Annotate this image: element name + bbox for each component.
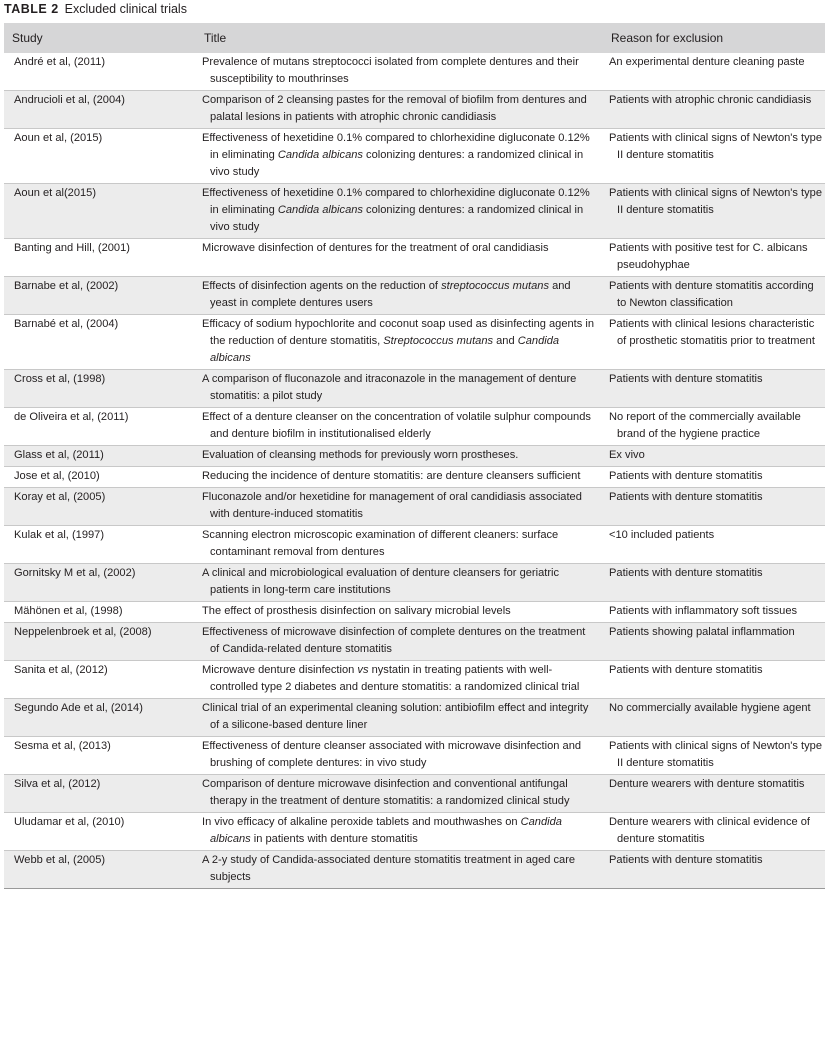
reason-text: Patients with positive test for C. albicans pseudohyphae: [609, 242, 808, 271]
table-row: [4, 813, 825, 851]
title-cell: [196, 467, 603, 488]
title-segment: In vivo efficacy of alkaline peroxide tablets and mouthwashes on: [202, 816, 521, 828]
title-segment: Scanning electron microscopic examination of different cleaners: surface contaminant removal from dentures: [202, 529, 559, 558]
title-text: [202, 662, 597, 696]
title-segment: Fluconazole and/or hexetidine for management of oral candidiasis associated with denture-induced stomatitis: [202, 491, 582, 520]
reason-cell: [603, 775, 825, 813]
title-text: [202, 54, 597, 88]
reason-cell: [603, 446, 825, 467]
title-cell: [196, 239, 603, 277]
reason-text: No report of the commercially available brand of the hygiene practice: [609, 411, 801, 440]
title-segment: nystatin in treating patients with well-controlled type 2 diabetes and denture stomatitis: a randomized clinical trial: [210, 664, 580, 693]
title-cell: [196, 661, 603, 699]
title-cell: [196, 277, 603, 315]
title-text: [202, 738, 597, 772]
title-cell: [196, 408, 603, 446]
title-segment: Comparison of denture microwave disinfection and conventional antifungal therapy in the treatment of denture stomatitis: a randomized clinical study: [202, 778, 570, 807]
title-cell: [196, 775, 603, 813]
table-row: [4, 775, 825, 813]
reason-cell: [603, 184, 825, 239]
title-segment: Microwave disinfection of dentures for the treatment of oral candidiasis: [202, 242, 549, 254]
study-cell: Cross et al, (1998): [4, 370, 196, 408]
table-header: [4, 23, 825, 53]
column-header-reason: Reason for exclusion: [603, 23, 825, 53]
title-text: [202, 371, 597, 405]
column-header-title: Title: [196, 23, 603, 53]
reason-text: An experimental denture cleaning paste: [609, 56, 805, 68]
reason-cell: [603, 315, 825, 370]
reason-text: Patients with atrophic chronic candidiasis: [609, 94, 812, 106]
title-italic-segment: Candida albicans: [277, 149, 363, 161]
table-row: [4, 602, 825, 623]
title-segment: The effect of prosthesis disinfection on salivary microbial levels: [202, 605, 511, 617]
table-row: [4, 446, 825, 467]
title-text: [202, 814, 597, 848]
table-body: [4, 53, 825, 889]
title-cell: [196, 53, 603, 91]
study-cell: André et al, (2011): [14, 56, 106, 68]
title-text: [202, 603, 597, 620]
title-italic-segment: Candida albicans: [210, 816, 562, 845]
title-italic-segment: Candida albicans: [277, 204, 363, 216]
title-text: [202, 700, 597, 734]
reason-cell: [603, 851, 825, 889]
title-segment: A comparison of fluconazole and itraconazole in the management of denture stomatitis: a pilot study: [202, 373, 577, 402]
study-cell: Neppelenbroek et al, (2008): [4, 623, 196, 661]
title-text: [202, 489, 597, 523]
reason-cell: [603, 408, 825, 446]
title-segment: Effectiveness of hexetidine 0.1% compared to chlorhexidine digluconate 0.12% in eliminating: [202, 187, 590, 216]
title-cell: [196, 813, 603, 851]
title-text: [202, 240, 597, 257]
title-segment: and yeast in complete dentures users: [210, 280, 571, 309]
table-title: Excluded clinical trials: [64, 2, 187, 16]
study-cell: Aoun et al, (2015): [14, 132, 103, 144]
reason-text: No commercially available hygiene agent: [609, 702, 811, 714]
title-cell: [196, 184, 603, 239]
table-row: [4, 239, 825, 277]
title-text: [202, 527, 597, 561]
header-row: [4, 23, 825, 53]
study-cell: Koray et al, (2005): [4, 488, 196, 526]
study-cell: Barnabé et al, (2004): [14, 318, 119, 330]
title-cell: [196, 488, 603, 526]
title-text: [202, 468, 597, 485]
study-cell: Kulak et al, (1997): [14, 529, 105, 541]
column-header-study: Study: [4, 23, 196, 53]
title-segment: Microwave denture disinfection: [202, 664, 358, 676]
title-segment: A 2-y study of Candida-associated denture stomatitis treatment in aged care subjects: [202, 854, 576, 883]
reason-cell: [603, 813, 825, 851]
reason-cell: [603, 467, 825, 488]
excluded-trials-table: [4, 23, 825, 889]
title-cell: [196, 446, 603, 467]
title-cell: [196, 526, 603, 564]
title-segment: Reducing the incidence of denture stomatitis: are denture cleansers sufficient: [202, 470, 581, 482]
title-text: [202, 565, 597, 599]
title-text: [202, 447, 597, 464]
table-row: [4, 699, 825, 737]
title-segment: Clinical trial of an experimental cleaning solution: antibiofilm effect and integrity of a silicone-based denture liner: [202, 702, 589, 731]
reason-text: Denture wearers with clinical evidence of denture stomatitis: [609, 816, 811, 845]
title-segment: colonizing dentures: a randomized clinical in vivo study: [210, 149, 584, 178]
title-cell: [196, 602, 603, 623]
reason-text: <10 included patients: [609, 529, 715, 541]
study-cell: de Oliveira et al, (2011): [14, 411, 129, 423]
title-cell: [196, 315, 603, 370]
reason-cell: [603, 661, 825, 699]
reason-text: Patients with denture stomatitis: [609, 470, 763, 482]
title-text: [202, 776, 597, 810]
reason-cell: [603, 699, 825, 737]
table-row: [4, 661, 825, 699]
table-row: [4, 129, 825, 184]
reason-text: Patients with clinical signs of Newton's type II denture stomatitis: [609, 740, 822, 769]
title-italic-segment: Streptococcus mutans: [383, 335, 494, 347]
title-segment: Efficacy of sodium hypochlorite and coconut soap used as disinfecting agents in the reduction of denture stomatitis,: [202, 318, 595, 347]
table-row: [4, 277, 825, 315]
title-segment: Effectiveness of hexetidine 0.1% compared to chlorhexidine digluconate 0.12% in eliminating: [202, 132, 590, 161]
reason-text: Ex vivo: [609, 449, 645, 461]
title-text: [202, 278, 597, 312]
title-text: [202, 92, 597, 126]
reason-text: Patients with denture stomatitis: [609, 567, 763, 579]
title-segment: Effect of a denture cleanser on the concentration of volatile sulphur compounds and denture biofilm in institutionalised elderly: [202, 411, 591, 440]
title-cell: [196, 699, 603, 737]
study-cell: Andrucioli et al, (2004): [4, 91, 196, 129]
study-cell: Aoun et al(2015): [4, 184, 196, 239]
title-cell: [196, 370, 603, 408]
reason-text: Patients with denture stomatitis: [609, 373, 763, 385]
title-text: [202, 185, 597, 236]
study-cell: Segundo Ade et al, (2014): [4, 699, 196, 737]
reason-cell: [603, 53, 825, 91]
study-cell: Webb et al, (2005): [4, 851, 196, 889]
reason-text: Patients showing palatal inflammation: [609, 626, 795, 638]
title-cell: [196, 564, 603, 602]
study-cell: Uludamar et al, (2010): [14, 816, 125, 828]
title-segment: Prevalence of mutans streptococci isolated from complete dentures and their susceptibility to mouthrinses: [202, 56, 579, 85]
reason-cell: [603, 737, 825, 775]
reason-text: Patients with denture stomatitis: [609, 491, 763, 503]
table-row: [4, 737, 825, 775]
study-cell: Mähönen et al, (1998): [14, 605, 123, 617]
reason-text: Patients with inflammatory soft tissues: [609, 605, 798, 617]
table-row: [4, 526, 825, 564]
reason-text: Patients with clinical lesions characteristic of prosthetic stomatitis prior to treatment: [609, 318, 815, 347]
table-row: [4, 408, 825, 446]
title-text: [202, 316, 597, 367]
title-italic-segment: Candida albicans: [210, 335, 560, 364]
reason-cell: [603, 239, 825, 277]
title-text: [202, 130, 597, 181]
table-row: [4, 315, 825, 370]
table-row: [4, 467, 825, 488]
title-segment: in patients with denture stomatitis: [250, 833, 418, 845]
title-segment: and: [493, 335, 518, 347]
study-cell: Banting and Hill, (2001): [14, 242, 130, 254]
table-row: [4, 370, 825, 408]
title-italic-segment: vs: [357, 664, 369, 676]
title-segment: A clinical and microbiological evaluation of denture cleansers for geriatric patients in long-term care institutions: [202, 567, 560, 596]
reason-cell: [603, 370, 825, 408]
table-caption: [4, 1, 187, 17]
reason-cell: [603, 129, 825, 184]
reason-cell: [603, 526, 825, 564]
reason-cell: [603, 277, 825, 315]
table-row: [4, 564, 825, 602]
title-segment: Effectiveness of denture cleanser associated with microwave disinfection and brushing of complete dentures: in vivo study: [202, 740, 582, 769]
table-row: [4, 488, 825, 526]
title-text: [202, 624, 597, 658]
title-segment: Evaluation of cleansing methods for previously worn prostheses.: [202, 449, 519, 461]
reason-cell: [603, 564, 825, 602]
table-row: [4, 851, 825, 889]
study-cell: Jose et al, (2010): [14, 470, 100, 482]
title-cell: [196, 623, 603, 661]
reason-cell: [603, 91, 825, 129]
table-row: [4, 53, 825, 91]
title-text: [202, 852, 597, 886]
reason-text: Patients with clinical signs of Newton's type II denture stomatitis: [609, 187, 822, 216]
title-cell: [196, 851, 603, 889]
title-segment: Effects of disinfection agents on the reduction of: [202, 280, 442, 292]
reason-cell: [603, 623, 825, 661]
title-cell: [196, 737, 603, 775]
title-text: [202, 409, 597, 443]
reason-text: Denture wearers with denture stomatitis: [609, 778, 805, 790]
table-label: TABLE 2: [4, 2, 59, 16]
reason-cell: [603, 488, 825, 526]
reason-text: Patients with denture stomatitis according to Newton classification: [609, 280, 814, 309]
study-cell: Barnabe et al, (2002): [4, 277, 196, 315]
study-cell: Sanita et al, (2012): [14, 664, 108, 676]
reason-text: Patients with denture stomatitis: [609, 854, 763, 866]
table-row: [4, 91, 825, 129]
reason-cell: [603, 602, 825, 623]
study-cell: Glass et al, (2011): [4, 446, 196, 467]
title-segment: colonizing dentures: a randomized clinical in vivo study: [210, 204, 584, 233]
reason-text: Patients with clinical signs of Newton's type II denture stomatitis: [609, 132, 822, 161]
title-cell: [196, 129, 603, 184]
reason-text: Patients with denture stomatitis: [609, 664, 763, 676]
table-row: [4, 184, 825, 239]
study-cell: Gornitsky M et al, (2002): [4, 564, 196, 602]
title-italic-segment: streptococcus mutans: [441, 280, 549, 292]
study-cell: Silva et al, (2012): [4, 775, 196, 813]
title-cell: [196, 91, 603, 129]
table-row: [4, 623, 825, 661]
title-segment: Effectiveness of microwave disinfection of complete dentures on the treatment of Candida-related denture stomatitis: [202, 626, 586, 655]
study-cell: Sesma et al, (2013): [14, 740, 111, 752]
title-segment: Comparison of 2 cleansing pastes for the removal of biofilm from dentures and palatal lesions in patients with atrophic chronic candidiasis: [202, 94, 587, 123]
